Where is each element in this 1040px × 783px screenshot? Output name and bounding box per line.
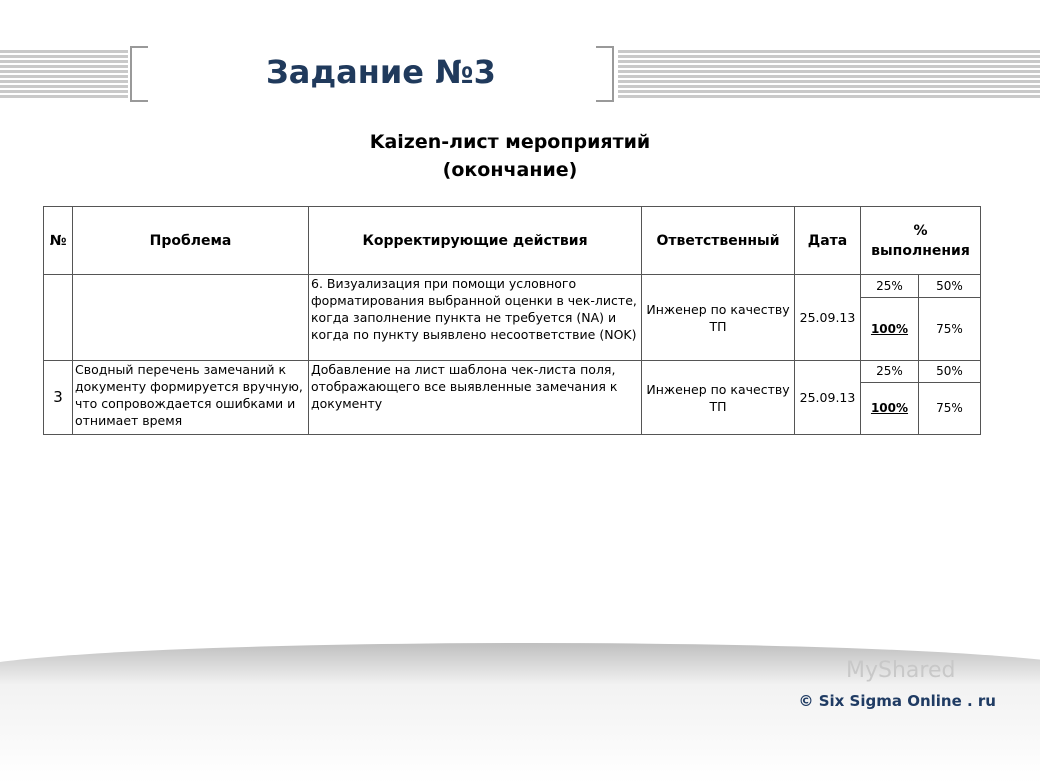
- pct-50: 50%: [919, 361, 981, 383]
- pct-100: 100%: [861, 298, 919, 361]
- header-responsible: Ответственный: [642, 207, 795, 275]
- header-actions: Корректирующие действия: [309, 207, 642, 275]
- watermark-logo: MyShared: [846, 658, 956, 683]
- header-stripes-left: [0, 50, 128, 98]
- row-num: 3: [44, 361, 73, 435]
- slide-title: Задание №3: [266, 53, 496, 91]
- header-percent: % выполнения: [861, 207, 981, 275]
- header-stripes-right: [618, 50, 1040, 98]
- copyright-footer: © Six Sigma Online . ru: [798, 692, 996, 710]
- row-problem: Сводный перечень замечаний к документу формируется вручную, что сопровождается ошибками и отнимает время: [73, 361, 309, 435]
- table-row: [44, 275, 981, 298]
- kaizen-table: [43, 206, 981, 435]
- row-responsible: Инженер по качеству ТП: [642, 361, 795, 435]
- header-date: Дата: [795, 207, 861, 275]
- row-date: 25.09.13: [795, 275, 861, 361]
- row-num: [44, 275, 73, 361]
- pct-25: 25%: [861, 361, 919, 383]
- subtitle-line-2: (окончание): [442, 159, 578, 181]
- slide-subtitle: [300, 128, 720, 184]
- subtitle-line-1: Kaizen-лист мероприятий: [369, 131, 651, 153]
- title-bracket-left: [130, 46, 148, 102]
- pct-25: 25%: [861, 275, 919, 298]
- pct-100: 100%: [861, 383, 919, 435]
- title-bracket-right: [596, 46, 614, 102]
- pct-75: 75%: [919, 383, 981, 435]
- pct-50: 50%: [919, 275, 981, 298]
- table-row: [44, 361, 981, 383]
- row-date: 25.09.13: [795, 361, 861, 435]
- row-responsible: Инженер по качеству ТП: [642, 275, 795, 361]
- row-action: Добавление на лист шаблона чек-листа поля, отображающего все выявленные замечания к документу: [309, 361, 642, 435]
- row-problem: [73, 275, 309, 361]
- pct-75: 75%: [919, 298, 981, 361]
- header-num: №: [44, 207, 73, 275]
- row-action: 6. Визуализация при помощи условного форматирования выбранной оценки в чек-листе, когда заполнение пункта не требуется (NA) и когда по пункту выявлено несоответствие (NOK): [309, 275, 642, 361]
- header-problem: Проблема: [73, 207, 309, 275]
- header-row: [44, 207, 981, 275]
